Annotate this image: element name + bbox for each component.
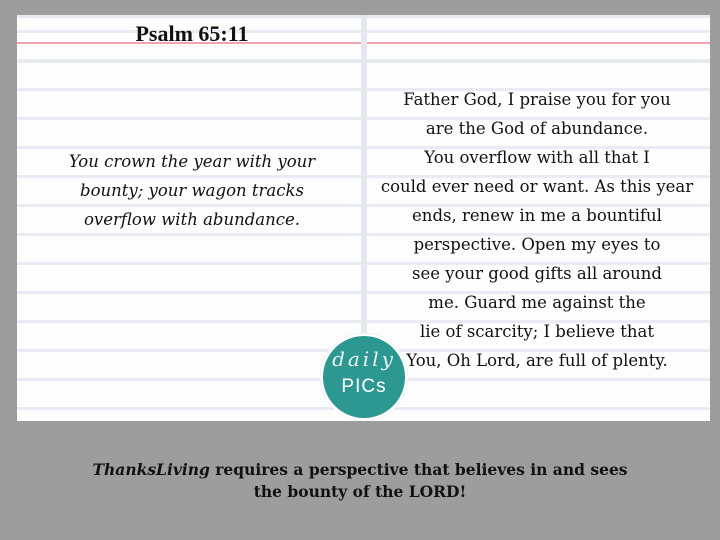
verse-line: overflow with abundance. [83,210,301,229]
caption-line1-text: requires a perspective that believes in and sees [209,460,628,479]
verse-reference-title: Psalm 65:11 [135,21,249,46]
caption-line [40,459,680,481]
prayer-line: see your good gifts all around [412,264,662,283]
prayer-line: Father God, I praise you for you [403,90,671,109]
prayer-line: You overflow with all that I [424,148,650,167]
logo-script: daily [332,347,396,371]
prayer-text [372,85,702,375]
prayer-line: You, Oh Lord, are full of plenty. [406,351,668,370]
caption [40,459,680,503]
prayer-line: could ever need or want. As this year [380,177,694,196]
prayer-line: me. Guard me against the [428,293,646,312]
prayer-line: perspective. Open my eyes to [413,235,661,254]
prayer-line: ends, renew in me a bountiful [412,206,662,225]
verse-line: You crown the year with your [68,152,316,171]
caption-line: the bounty of the LORD! [253,482,467,501]
daily-pics-logo [320,333,408,421]
prayer-line: lie of scarcity; I believe that [419,322,655,341]
scripture-verse [57,147,327,234]
caption-emphasis: ThanksLiving [92,460,210,479]
note-card [17,15,710,421]
verse-line: bounty; your wagon tracks [80,181,304,200]
prayer-line: are the God of abundance. [425,119,649,138]
logo-text: PICs [341,376,387,397]
